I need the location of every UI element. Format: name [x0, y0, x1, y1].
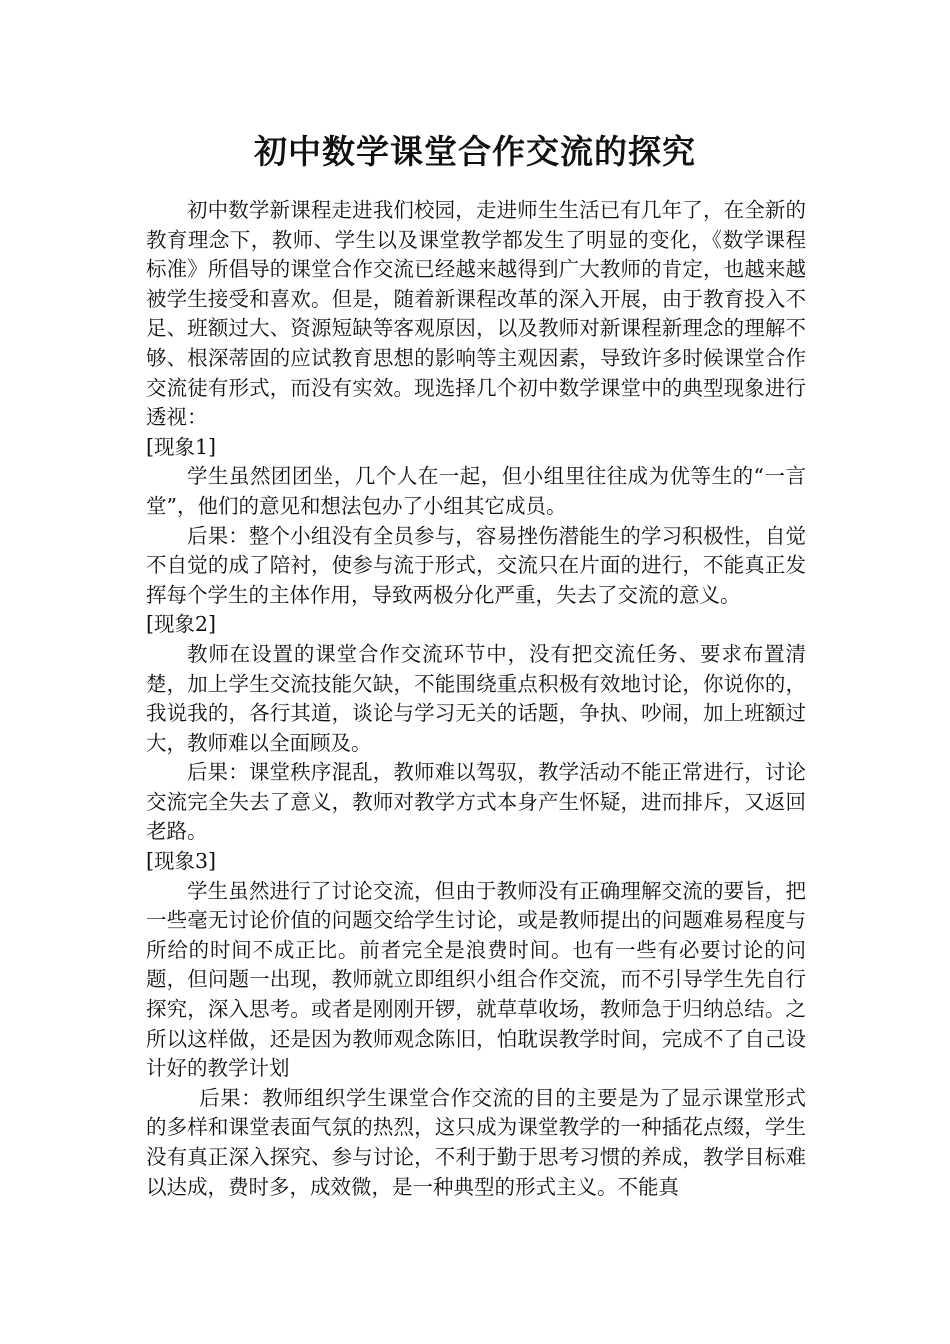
document-body — [146, 196, 806, 1202]
section-3-consequence: 后果：教师组织学生课堂合作交流的目的主要是为了显示课堂形式的多样和课堂表面气氛的热烈，这只成为课堂教学的一种插花点缀，学生没有真正深入探究、参与讨论，不利于勤于思考习惯的养成，教学目标难以达成，费时多，成效微，是一种典型的形式主义。不能真 — [146, 1085, 806, 1199]
section-heading-1: [现象1] — [146, 434, 217, 459]
section-1-consequence: 后果：整个小组没有全员参与，容易挫伤潜能生的学习积极性，自觉不自觉的成了陪衬，使参与流于形式，交流只在片面的进行，不能真正发挥每个学生的主体作用，导致两极分化严重，失去了交流的意义。 — [146, 523, 806, 607]
section-heading-2: [现象2] — [146, 612, 217, 637]
section-heading-3: [现象3] — [146, 849, 217, 874]
intro-paragraph: 初中数学新课程走进我们校园，走进师生生活已有几年了，在全新的教育理念下，教师、学生以及课堂教学都发生了明显的变化，《数学课程标准》所倡导的课堂合作交流已经越来越得到广大教师的肯定，也越来越被学生接受和喜欢。但是，随着新课程改革的深入开展，由于教育投入不足、班额过大、资源短缺等客观原因，以及教师对新课程新理念的理解不够、根深蒂固的应试教育思想的影响等主观因素，导致许多时候课堂合作交流徒有形式，而没有实效。现选择几个初中数学课堂中的典型现象进行透视： — [146, 198, 806, 430]
section-3-description: 学生虽然进行了讨论交流，但由于教师没有正确理解交流的要旨，把一些毫无讨论价值的问题交给学生讨论，或是教师提出的问题难易程度与所给的时间不成正比。前者完全是浪费时间。也有一些有必要讨论的问题，但问题一出现，教师就立即组织小组合作交流，而不引导学生先自行探究，深入思考。或者是刚刚开锣，就草草收场，教师急于归纳总结。之所以这样做，还是因为教师观念陈旧，怕耽误教学时间，完成不了自己设计好的教学计划 — [146, 878, 806, 1081]
section-1-description: 学生虽然团团坐，几个人在一起，但小组里往往成为优等生的“一言堂”，他们的意见和想法包办了小组其它成员。 — [146, 464, 806, 518]
section-2-description: 教师在设置的课堂合作交流环节中，没有把交流任务、要求布置清楚，加上学生交流技能欠缺，不能围绕重点积极有效地讨论，你说你的，我说我的，各行其道，谈论与学习无关的话题，争执、吵闹，加上班额过大，教师难以全面顾及。 — [146, 641, 806, 755]
page-title: 初中数学课堂合作交流的探究 — [254, 132, 696, 171]
section-2-consequence: 后果：课堂秩序混乱，教师难以驾驭，教学活动不能正常进行，讨论交流完全失去了意义，教师对教学方式本身产生怀疑，进而排斥，又返回老路。 — [146, 760, 806, 844]
